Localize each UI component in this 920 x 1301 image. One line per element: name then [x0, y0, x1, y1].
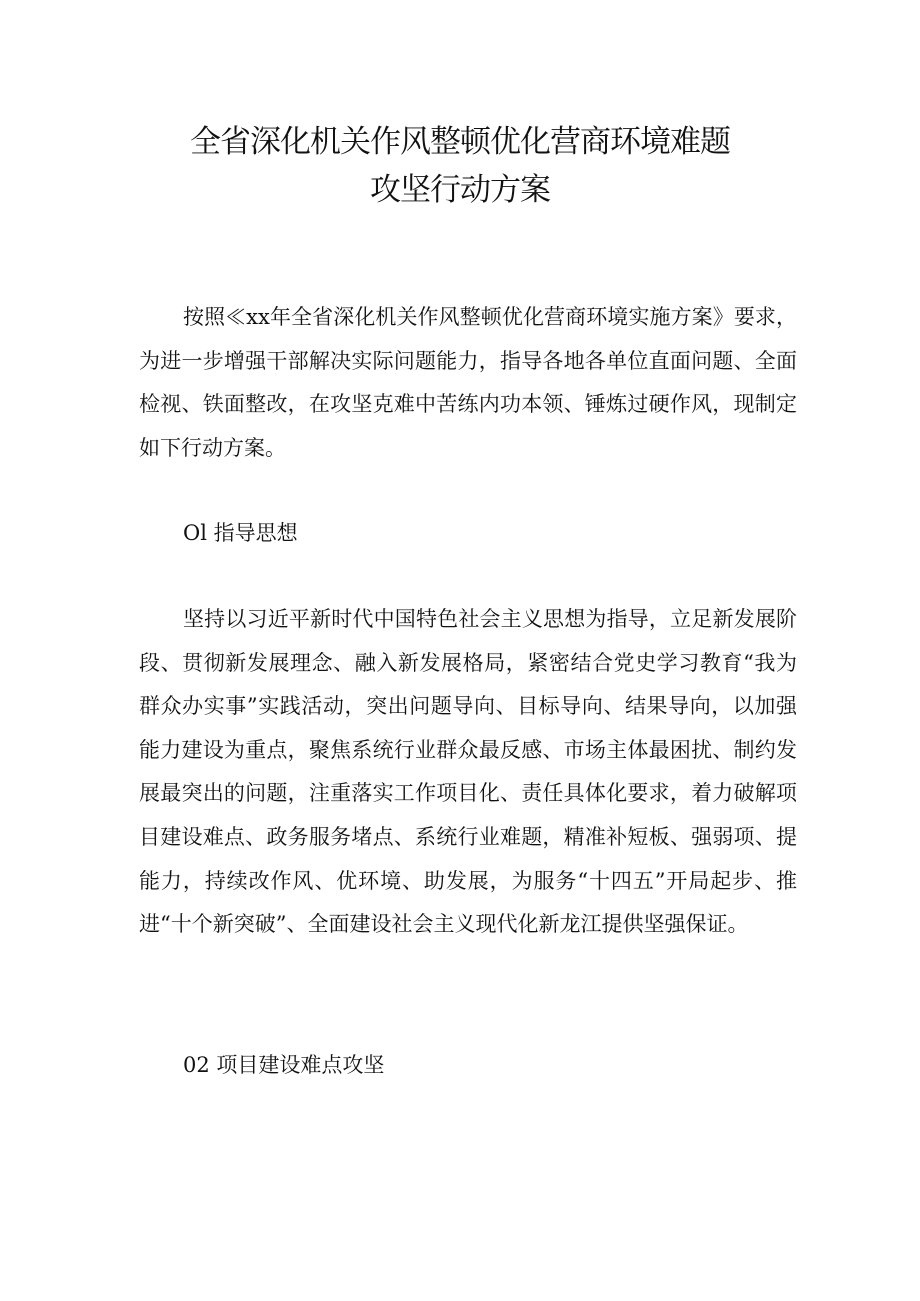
section-heading-project-construction: 02 项目建设难点攻坚 — [183, 1053, 385, 1077]
section-heading-guiding-ideology: Ol 指导思想 — [183, 521, 298, 545]
document-title-line-1: 全省深化机关作风整顿优化营商环境难题 — [190, 124, 730, 160]
intro-paragraph: 按照≪xx年全省深化机关作风整顿优化营商环境实施方案》要求，为进一步增强干部解决实际问题能力，指导各地各单位直面问题、全面检视、铁面整改，在攻坚克难中苦练内功本领、锤炼过硬作风，现制定如下行动方案。 — [139, 305, 797, 460]
guiding-ideology-paragraph: 坚持以习近平新时代中国特色社会主义思想为指导，立足新发展阶段、贯彻新发展理念、融入新发展格局，紧密结合党史学习教育“我为群众办实事”实践活动，突出问题导向、目标导向、结果导向，以加强能力建设为重点，聚焦系统行业群众最反感、市场主体最困扰、制约发展最突出的问题，注重落实工作项目化、责任具体化要求，着力破解项目建设难点、政务服务堵点、系统行业难题，精准补短板、强弱项、提能力，持续改作风、优环境、助发展，为服务“十四五”开局起步、推进“十个新突破”、全面建设社会主义现代化新龙江提供坚强保证。 — [139, 607, 797, 937]
document-title-line-2: 攻坚行动方案 — [370, 172, 550, 208]
